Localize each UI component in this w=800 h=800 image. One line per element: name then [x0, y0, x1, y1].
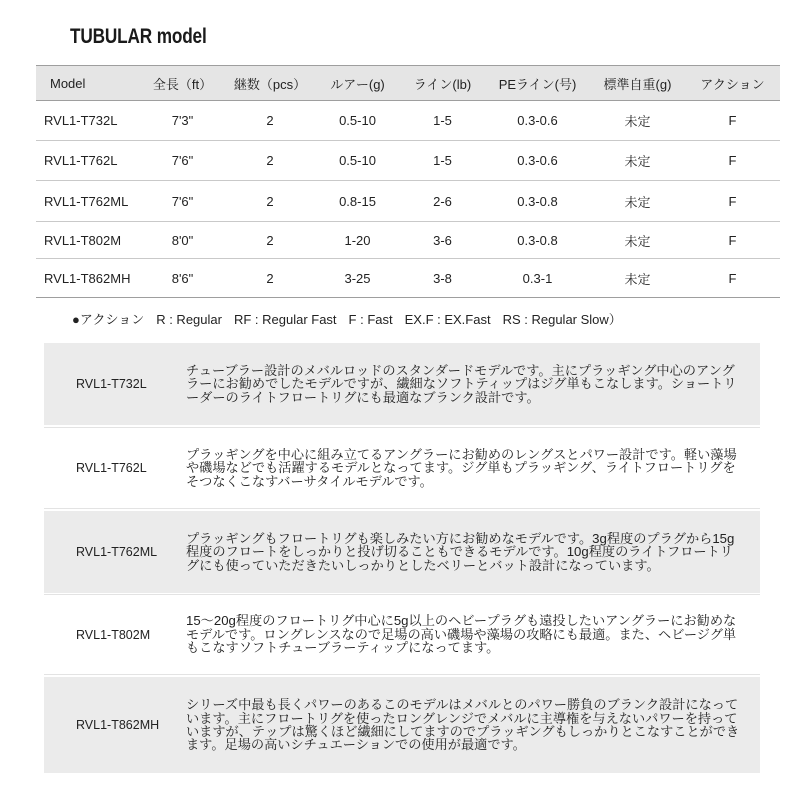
description-line: いますが、テップは驚くほど繊細にしてますのでプラッギングもしっかりとこなすことができ: [186, 724, 740, 739]
description-text: [186, 614, 760, 654]
description-model: RVL1-T762L: [76, 461, 147, 475]
cell-weight: 未定: [590, 181, 685, 222]
description-line: や磯場などでも活躍するモデルとなってます。ジグ単もプラッギング、ライトフロートリグを: [186, 460, 736, 476]
cell-model: RVL1-T802M: [36, 222, 140, 259]
cell-length: 8'0": [140, 222, 225, 259]
cell-line: 2-6: [400, 181, 485, 222]
cell-action: F: [685, 222, 780, 259]
description-model: RVL1-T762ML: [76, 545, 158, 559]
header-line: ライン(lb): [400, 66, 485, 101]
description-text: [186, 364, 760, 404]
action-legend-entry: EX.F : EX.Fast: [404, 312, 491, 327]
description-block: [44, 594, 760, 675]
cell-length: 7'6": [140, 181, 225, 222]
cell-action: F: [685, 101, 780, 141]
cell-model: RVL1-T762ML: [36, 181, 140, 222]
spec-table-body: [36, 101, 780, 298]
header-action: アクション: [685, 66, 780, 101]
description-block: [44, 343, 760, 425]
description-line: ラーにお勧めでしたモデルですが、繊細なソフトティップはジグ単もこなします。ショートリ: [186, 376, 737, 392]
header-length: 全長（ft）: [140, 66, 225, 101]
header-model: Model: [36, 66, 140, 101]
cell-pe-line: 0.3-1: [485, 259, 590, 298]
cell-action: F: [685, 259, 780, 298]
cell-pieces: 2: [225, 222, 315, 259]
cell-pe-line: 0.3-0.8: [485, 222, 590, 259]
description-text: [186, 698, 760, 752]
cell-line: 3-6: [400, 222, 485, 259]
action-legend-entry: F : Fast: [348, 312, 393, 327]
description-line: います。主にフロートリグを使ったロングレンジでメバルに主導権を与えないパワーを持って: [186, 710, 738, 726]
header-row: [36, 66, 780, 101]
cell-weight: 未定: [590, 141, 685, 181]
description-text: [186, 448, 760, 488]
table-row: [36, 101, 780, 141]
action-legend: [72, 312, 622, 328]
table-row: [36, 259, 780, 298]
cell-action: F: [685, 141, 780, 181]
cell-lure: 0.5-10: [315, 101, 400, 141]
cell-line: 1-5: [400, 141, 485, 181]
description-line: 程度のフロートをしっかりと投げ切ることもできるモデルです。10g程度のライトフロートリ: [186, 544, 733, 560]
cell-pe-line: 0.3-0.6: [485, 101, 590, 141]
action-legend-label: ●アクション: [72, 312, 145, 327]
cell-lure: 0.8-15: [315, 181, 400, 222]
cell-action: F: [685, 181, 780, 222]
cell-length: 8'6": [140, 259, 225, 298]
cell-weight: 未定: [590, 259, 685, 298]
table-row: [36, 181, 780, 222]
description-line: プラッギングもフロートリグも楽しみたい方にお勧めなモデルです。3g程度のプラグから15g: [186, 531, 735, 546]
cell-length: 7'6": [140, 141, 225, 181]
table-row: [36, 222, 780, 259]
description-line: 15～20g程度のフロートリグ中心に5g以上のヘビープラグも遠投したいアングラーにお勧めな: [186, 614, 737, 629]
cell-pieces: 2: [225, 101, 315, 141]
description-line: そつなくこなすバーサタイルモデルです。: [186, 473, 433, 489]
cell-model: RVL1-T732L: [36, 101, 140, 141]
cell-pieces: 2: [225, 141, 315, 181]
action-legend-entry: RF : Regular Fast: [233, 312, 337, 327]
description-model: RVL1-T862MH: [76, 718, 160, 732]
cell-line: 3-8: [400, 259, 485, 298]
spec-table: [36, 65, 780, 298]
description-model: RVL1-T732L: [76, 377, 147, 391]
cell-lure: 3-25: [315, 259, 400, 298]
spec-table-head: [36, 66, 780, 101]
cell-length: 7'3": [140, 101, 225, 141]
description-line: チューブラー設計のメバルロッドのスタンダードモデルです。主にプラッギング中心のアング: [186, 363, 735, 378]
description-line: シリーズ中最も長くパワーのあるこのモデルはメバルとのパワー勝負のブランク設計になって: [186, 698, 739, 713]
description-line: プラッギングを中心に組み立てるアングラーにお勧めのレングスとパワー設計です。軽い藻場: [186, 447, 737, 462]
cell-pieces: 2: [225, 259, 315, 298]
description-line: グにも使っていただきたいしっかりとしたベリーとバット設計になっています。: [186, 557, 660, 573]
cell-weight: 未定: [590, 222, 685, 259]
cell-model: RVL1-T762L: [36, 141, 140, 181]
cell-weight: 未定: [590, 101, 685, 141]
cell-line: 1-5: [400, 101, 485, 141]
description-line: もこなすソフトチューブラーティップになってます。: [186, 640, 500, 655]
description-line: モデルです。ロングレンスなので足場の高い磯場や藻場の攻略にも最適。また、ヘビージグ単: [186, 626, 737, 642]
description-block: [44, 427, 760, 509]
header-pieces: 継数（pcs）: [225, 66, 315, 101]
description-block: [44, 511, 760, 593]
cell-lure: 0.5-10: [315, 141, 400, 181]
description-line: ーダーのライトフロートリグにも最適なブランク設計です。: [186, 389, 540, 405]
header-pe-line: PEライン(号): [485, 66, 590, 101]
action-legend-entry: R : Regular: [156, 312, 222, 327]
table-row: [36, 141, 780, 181]
cell-model: RVL1-T862MH: [36, 259, 140, 298]
description-line: ます。足場の高いシチュエーションでの使用が最適です。: [186, 737, 526, 752]
cell-pe-line: 0.3-0.8: [485, 181, 590, 222]
page-title: TUBULAR model: [70, 25, 207, 48]
cell-pe-line: 0.3-0.6: [485, 141, 590, 181]
header-lure: ルアー(g): [315, 66, 400, 101]
description-text: [186, 532, 760, 572]
cell-lure: 1-20: [315, 222, 400, 259]
description-block: [44, 677, 760, 773]
description-model: RVL1-T802M: [76, 627, 151, 642]
action-legend-entry: RS : Regular Slow）: [502, 312, 622, 327]
cell-pieces: 2: [225, 181, 315, 222]
header-weight: 標準自重(g): [590, 66, 685, 101]
